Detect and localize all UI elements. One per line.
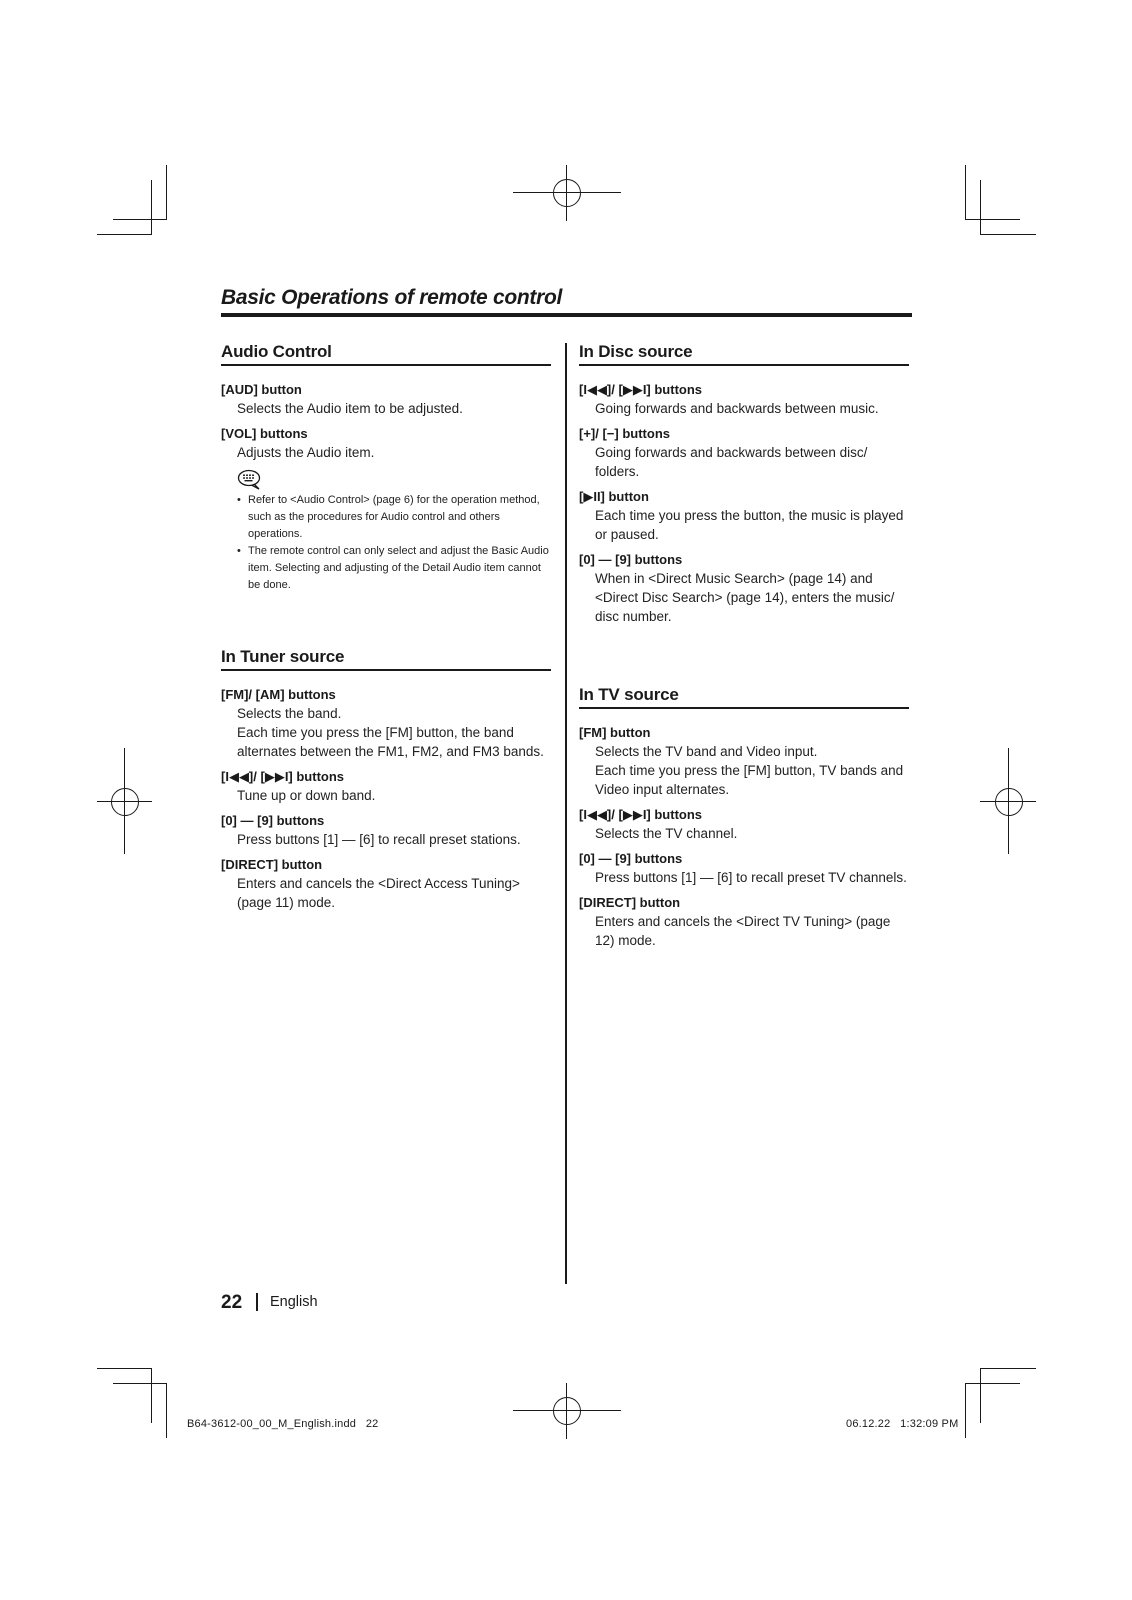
aud-button-item [221,380,551,418]
plus-minus-buttons-item [579,424,909,481]
item-label: [0] — [9] buttons [221,813,325,828]
item-desc: Enters and cancels the <Direct Access Tuning> (page 11) mode. [237,876,520,910]
column-divider [565,343,567,1284]
section-title: In Disc source [579,342,909,366]
item-label: [FM] button [579,725,651,740]
notes-list [237,492,551,594]
play-pause-button-item [579,487,909,544]
section-title: In Tuner source [221,647,551,671]
print-timestamp: 06.12.22 1:32:09 PM [846,1418,959,1430]
item-desc: When in <Direct Music Search> (page 14) and <Direct Disc Search> (page 14), enters the music/ disc number. [595,571,895,624]
item-label: [I◀◀]/ [▶▶I] buttons [579,807,703,822]
item-label: [DIRECT] button [579,895,681,910]
item-label: [0] — [9] buttons [579,851,683,866]
fm-am-buttons-item [221,685,551,761]
item-desc: Selects the TV band and Video input. [595,744,818,759]
item-label: [I◀◀]/ [▶▶I] buttons [579,382,703,397]
item-label: [FM]/ [AM] buttons [221,687,336,702]
tuner-source-section [221,647,551,918]
fm-button-item [579,723,909,799]
item-desc: Selects the Audio item to be adjusted. [237,401,463,416]
item-desc: Going forwards and backwards between disc/ folders. [595,445,868,479]
language-label: English [270,1294,318,1310]
item-desc: Press buttons [1] — [6] to recall preset stations. [237,832,521,847]
item-desc: Going forwards and backwards between music. [595,401,879,416]
page-number-separator [256,1293,258,1311]
skip-buttons-item [579,805,909,843]
direct-button-item [579,893,909,950]
page-title: Basic Operations of remote control [221,286,563,309]
item-label: [I◀◀]/ [▶▶I] buttons [221,769,345,784]
item-desc: Each time you press the [FM] button, the band alternates between the FM1, FM2, and FM3 bands. [237,725,544,759]
note-item: • Refer to <Audio Control> (page 6) for the operation method, such as the procedures for Audio control and others operations. [237,492,551,543]
item-desc: Enters and cancels the <Direct TV Tuning> (page 12) mode. [595,914,891,948]
audio-control-section [221,342,551,594]
item-label: [VOL] buttons [221,426,308,441]
disc-source-section [579,342,909,632]
item-label: [▶II] button [579,489,649,504]
number-buttons-item [221,811,551,849]
note-icon [237,468,263,490]
item-desc: Press buttons [1] — [6] to recall preset TV channels. [595,870,907,885]
item-label: [DIRECT] button [221,857,323,872]
tv-source-section [579,685,909,956]
item-desc: Tune up or down band. [237,788,376,803]
page-number: 22 [221,1292,243,1313]
item-desc: Selects the band. [237,706,342,721]
section-title: Audio Control [221,342,551,366]
item-desc: Each time you press the button, the music is played or paused. [595,508,904,542]
note-item: • The remote control can only select and adjust the Basic Audio item. Selecting and adjusting of the Detail Audio item cannot be done. [237,543,551,594]
item-label: [AUD] button [221,382,302,397]
item-label: [+]/ [−] buttons [579,426,670,441]
direct-button-item [221,855,551,912]
item-desc: Adjusts the Audio item. [237,445,375,460]
item-desc: Selects the TV channel. [595,826,738,841]
item-label: [0] — [9] buttons [579,552,683,567]
number-buttons-item [579,849,909,887]
number-buttons-item [579,550,909,626]
item-desc: Each time you press the [FM] button, TV bands and Video input alternates. [595,763,904,797]
title-rule [221,313,912,317]
file-slug: B64-3612-00_00_M_English.indd 22 [187,1418,379,1430]
section-title: In TV source [579,685,909,709]
skip-buttons-item [579,380,909,418]
vol-buttons-item [221,424,551,462]
skip-buttons-item [221,767,551,805]
